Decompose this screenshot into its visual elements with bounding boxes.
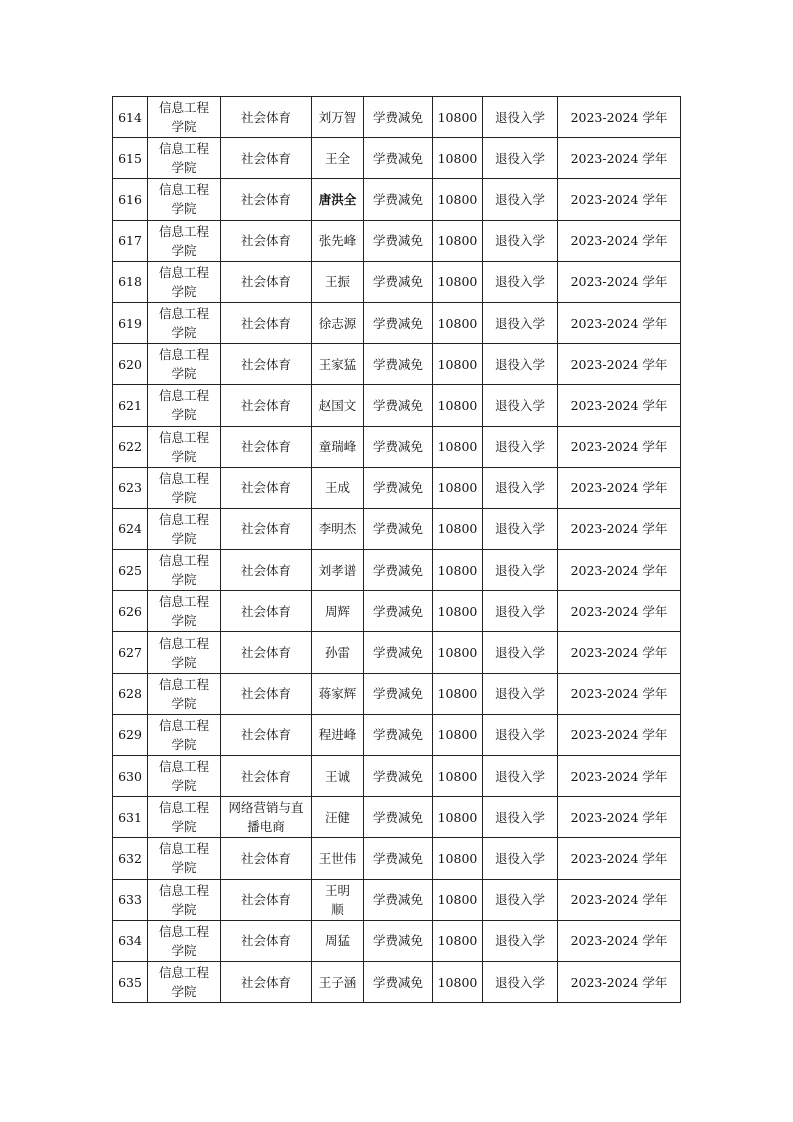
aid-type-cell: 学费减免 — [364, 879, 433, 920]
student-name-cell: 王家猛 — [312, 344, 364, 385]
table-row — [113, 508, 681, 549]
category-cell: 退役入学 — [483, 632, 558, 673]
amount-cell: 10800 — [433, 673, 483, 714]
student-name-cell: 李明杰 — [312, 508, 364, 549]
row-number-cell: 616 — [113, 179, 148, 220]
amount-cell: 10800 — [433, 797, 483, 838]
row-number-cell: 619 — [113, 302, 148, 343]
college-cell: 信息工程 学院 — [148, 385, 221, 426]
aid-type-cell: 学费减免 — [364, 426, 433, 467]
row-number-cell: 627 — [113, 632, 148, 673]
table-row — [113, 385, 681, 426]
college-cell: 信息工程 学院 — [148, 138, 221, 179]
row-number-cell: 624 — [113, 508, 148, 549]
academic-year-cell: 2023-2024 学年 — [558, 673, 681, 714]
college-cell: 信息工程 学院 — [148, 961, 221, 1002]
college-cell: 信息工程 学院 — [148, 550, 221, 591]
college-cell: 信息工程 学院 — [148, 467, 221, 508]
academic-year-cell: 2023-2024 学年 — [558, 591, 681, 632]
academic-year-cell: 2023-2024 学年 — [558, 838, 681, 879]
amount-cell: 10800 — [433, 220, 483, 261]
academic-year-cell: 2023-2024 学年 — [558, 220, 681, 261]
amount-cell: 10800 — [433, 344, 483, 385]
major-cell: 社会体育 — [221, 97, 312, 138]
row-number-cell: 635 — [113, 961, 148, 1002]
academic-year-cell: 2023-2024 学年 — [558, 756, 681, 797]
college-cell: 信息工程 学院 — [148, 97, 221, 138]
student-name-cell: 徐志源 — [312, 302, 364, 343]
amount-cell: 10800 — [433, 756, 483, 797]
student-name-cell: 王诚 — [312, 756, 364, 797]
college-cell: 信息工程 学院 — [148, 344, 221, 385]
aid-type-cell: 学费减免 — [364, 261, 433, 302]
amount-cell: 10800 — [433, 632, 483, 673]
academic-year-cell: 2023-2024 学年 — [558, 261, 681, 302]
category-cell: 退役入学 — [483, 138, 558, 179]
table-row — [113, 426, 681, 467]
aid-type-cell: 学费减免 — [364, 179, 433, 220]
category-cell: 退役入学 — [483, 220, 558, 261]
aid-type-cell: 学费减免 — [364, 302, 433, 343]
academic-year-cell: 2023-2024 学年 — [558, 426, 681, 467]
student-name-cell: 童瑞峰 — [312, 426, 364, 467]
college-cell: 信息工程 学院 — [148, 508, 221, 549]
amount-cell: 10800 — [433, 179, 483, 220]
table-row — [113, 97, 681, 138]
category-cell: 退役入学 — [483, 344, 558, 385]
major-cell: 社会体育 — [221, 673, 312, 714]
aid-type-cell: 学费减免 — [364, 220, 433, 261]
major-cell: 社会体育 — [221, 961, 312, 1002]
academic-year-cell: 2023-2024 学年 — [558, 632, 681, 673]
category-cell: 退役入学 — [483, 920, 558, 961]
amount-cell: 10800 — [433, 302, 483, 343]
college-cell: 信息工程 学院 — [148, 591, 221, 632]
row-number-cell: 626 — [113, 591, 148, 632]
student-name-cell: 王世伟 — [312, 838, 364, 879]
amount-cell: 10800 — [433, 920, 483, 961]
major-cell: 社会体育 — [221, 838, 312, 879]
category-cell: 退役入学 — [483, 508, 558, 549]
table-row — [113, 838, 681, 879]
amount-cell: 10800 — [433, 961, 483, 1002]
college-cell: 信息工程 学院 — [148, 673, 221, 714]
row-number-cell: 623 — [113, 467, 148, 508]
academic-year-cell: 2023-2024 学年 — [558, 508, 681, 549]
row-number-cell: 621 — [113, 385, 148, 426]
student-name-cell: 刘孝谱 — [312, 550, 364, 591]
table-row — [113, 673, 681, 714]
major-cell: 社会体育 — [221, 385, 312, 426]
major-cell: 网络营销与直 播电商 — [221, 797, 312, 838]
category-cell: 退役入学 — [483, 385, 558, 426]
major-cell: 社会体育 — [221, 714, 312, 755]
row-number-cell: 617 — [113, 220, 148, 261]
major-cell: 社会体育 — [221, 179, 312, 220]
academic-year-cell: 2023-2024 学年 — [558, 550, 681, 591]
major-cell: 社会体育 — [221, 467, 312, 508]
amount-cell: 10800 — [433, 261, 483, 302]
student-name-cell: 程进峰 — [312, 714, 364, 755]
student-name-cell: 王明 顺 — [312, 879, 364, 920]
student-name-cell: 孙雷 — [312, 632, 364, 673]
category-cell: 退役入学 — [483, 550, 558, 591]
student-name-cell: 王振 — [312, 261, 364, 302]
category-cell: 退役入学 — [483, 591, 558, 632]
table-row — [113, 261, 681, 302]
student-name-cell: 周猛 — [312, 920, 364, 961]
student-name-cell: 唐洪全 — [312, 179, 364, 220]
college-cell: 信息工程 学院 — [148, 756, 221, 797]
row-number-cell: 633 — [113, 879, 148, 920]
table-row — [113, 920, 681, 961]
record-table — [112, 96, 681, 1003]
category-cell: 退役入学 — [483, 467, 558, 508]
aid-type-cell: 学费减免 — [364, 97, 433, 138]
college-cell: 信息工程 学院 — [148, 879, 221, 920]
aid-type-cell: 学费减免 — [364, 797, 433, 838]
major-cell: 社会体育 — [221, 632, 312, 673]
category-cell: 退役入学 — [483, 961, 558, 1002]
student-name-cell: 周辉 — [312, 591, 364, 632]
category-cell: 退役入学 — [483, 673, 558, 714]
row-number-cell: 630 — [113, 756, 148, 797]
college-cell: 信息工程 学院 — [148, 838, 221, 879]
student-name-cell: 王成 — [312, 467, 364, 508]
aid-type-cell: 学费减免 — [364, 591, 433, 632]
college-cell: 信息工程 学院 — [148, 632, 221, 673]
academic-year-cell: 2023-2024 学年 — [558, 797, 681, 838]
category-cell: 退役入学 — [483, 838, 558, 879]
row-number-cell: 614 — [113, 97, 148, 138]
college-cell: 信息工程 学院 — [148, 220, 221, 261]
table-row — [113, 138, 681, 179]
row-number-cell: 620 — [113, 344, 148, 385]
major-cell: 社会体育 — [221, 920, 312, 961]
major-cell: 社会体育 — [221, 879, 312, 920]
table-row — [113, 714, 681, 755]
row-number-cell: 618 — [113, 261, 148, 302]
category-cell: 退役入学 — [483, 426, 558, 467]
table-row — [113, 797, 681, 838]
category-cell: 退役入学 — [483, 261, 558, 302]
student-name-cell: 张先峰 — [312, 220, 364, 261]
category-cell: 退役入学 — [483, 879, 558, 920]
table-row — [113, 756, 681, 797]
category-cell: 退役入学 — [483, 302, 558, 343]
amount-cell: 10800 — [433, 385, 483, 426]
aid-type-cell: 学费减免 — [364, 508, 433, 549]
academic-year-cell: 2023-2024 学年 — [558, 879, 681, 920]
academic-year-cell: 2023-2024 学年 — [558, 961, 681, 1002]
aid-type-cell: 学费减免 — [364, 344, 433, 385]
amount-cell: 10800 — [433, 591, 483, 632]
academic-year-cell: 2023-2024 学年 — [558, 97, 681, 138]
amount-cell: 10800 — [433, 138, 483, 179]
student-name-cell: 赵国文 — [312, 385, 364, 426]
student-name-cell: 王全 — [312, 138, 364, 179]
aid-type-cell: 学费减免 — [364, 467, 433, 508]
amount-cell: 10800 — [433, 879, 483, 920]
row-number-cell: 625 — [113, 550, 148, 591]
aid-type-cell: 学费减免 — [364, 385, 433, 426]
table-row — [113, 961, 681, 1002]
major-cell: 社会体育 — [221, 591, 312, 632]
category-cell: 退役入学 — [483, 797, 558, 838]
amount-cell: 10800 — [433, 714, 483, 755]
aid-type-cell: 学费减免 — [364, 550, 433, 591]
aid-type-cell: 学费减免 — [364, 920, 433, 961]
table-row — [113, 550, 681, 591]
aid-type-cell: 学费减免 — [364, 714, 433, 755]
table-row — [113, 591, 681, 632]
aid-type-cell: 学费减免 — [364, 838, 433, 879]
academic-year-cell: 2023-2024 学年 — [558, 467, 681, 508]
academic-year-cell: 2023-2024 学年 — [558, 179, 681, 220]
academic-year-cell: 2023-2024 学年 — [558, 385, 681, 426]
college-cell: 信息工程 学院 — [148, 261, 221, 302]
academic-year-cell: 2023-2024 学年 — [558, 344, 681, 385]
college-cell: 信息工程 学院 — [148, 426, 221, 467]
aid-type-cell: 学费减免 — [364, 138, 433, 179]
major-cell: 社会体育 — [221, 426, 312, 467]
academic-year-cell: 2023-2024 学年 — [558, 714, 681, 755]
row-number-cell: 634 — [113, 920, 148, 961]
row-number-cell: 631 — [113, 797, 148, 838]
major-cell: 社会体育 — [221, 302, 312, 343]
table-row — [113, 632, 681, 673]
table-row — [113, 467, 681, 508]
major-cell: 社会体育 — [221, 220, 312, 261]
amount-cell: 10800 — [433, 426, 483, 467]
aid-type-cell: 学费减免 — [364, 673, 433, 714]
amount-cell: 10800 — [433, 550, 483, 591]
table-body — [113, 97, 681, 1003]
table-row — [113, 344, 681, 385]
major-cell: 社会体育 — [221, 138, 312, 179]
amount-cell: 10800 — [433, 508, 483, 549]
table-row — [113, 220, 681, 261]
college-cell: 信息工程 学院 — [148, 797, 221, 838]
amount-cell: 10800 — [433, 838, 483, 879]
aid-type-cell: 学费减免 — [364, 632, 433, 673]
student-name-cell: 汪健 — [312, 797, 364, 838]
college-cell: 信息工程 学院 — [148, 179, 221, 220]
college-cell: 信息工程 学院 — [148, 302, 221, 343]
table-row — [113, 302, 681, 343]
amount-cell: 10800 — [433, 467, 483, 508]
row-number-cell: 615 — [113, 138, 148, 179]
row-number-cell: 628 — [113, 673, 148, 714]
row-number-cell: 622 — [113, 426, 148, 467]
aid-type-cell: 学费减免 — [364, 961, 433, 1002]
category-cell: 退役入学 — [483, 179, 558, 220]
category-cell: 退役入学 — [483, 97, 558, 138]
category-cell: 退役入学 — [483, 756, 558, 797]
amount-cell: 10800 — [433, 97, 483, 138]
major-cell: 社会体育 — [221, 756, 312, 797]
academic-year-cell: 2023-2024 学年 — [558, 138, 681, 179]
row-number-cell: 632 — [113, 838, 148, 879]
academic-year-cell: 2023-2024 学年 — [558, 302, 681, 343]
table-row — [113, 179, 681, 220]
college-cell: 信息工程 学院 — [148, 714, 221, 755]
student-name-cell: 刘万智 — [312, 97, 364, 138]
category-cell: 退役入学 — [483, 714, 558, 755]
student-name-cell: 王子涵 — [312, 961, 364, 1002]
academic-year-cell: 2023-2024 学年 — [558, 920, 681, 961]
row-number-cell: 629 — [113, 714, 148, 755]
student-name-cell: 蒋家辉 — [312, 673, 364, 714]
major-cell: 社会体育 — [221, 261, 312, 302]
aid-type-cell: 学费减免 — [364, 756, 433, 797]
major-cell: 社会体育 — [221, 508, 312, 549]
college-cell: 信息工程 学院 — [148, 920, 221, 961]
major-cell: 社会体育 — [221, 550, 312, 591]
major-cell: 社会体育 — [221, 344, 312, 385]
table-row — [113, 879, 681, 920]
